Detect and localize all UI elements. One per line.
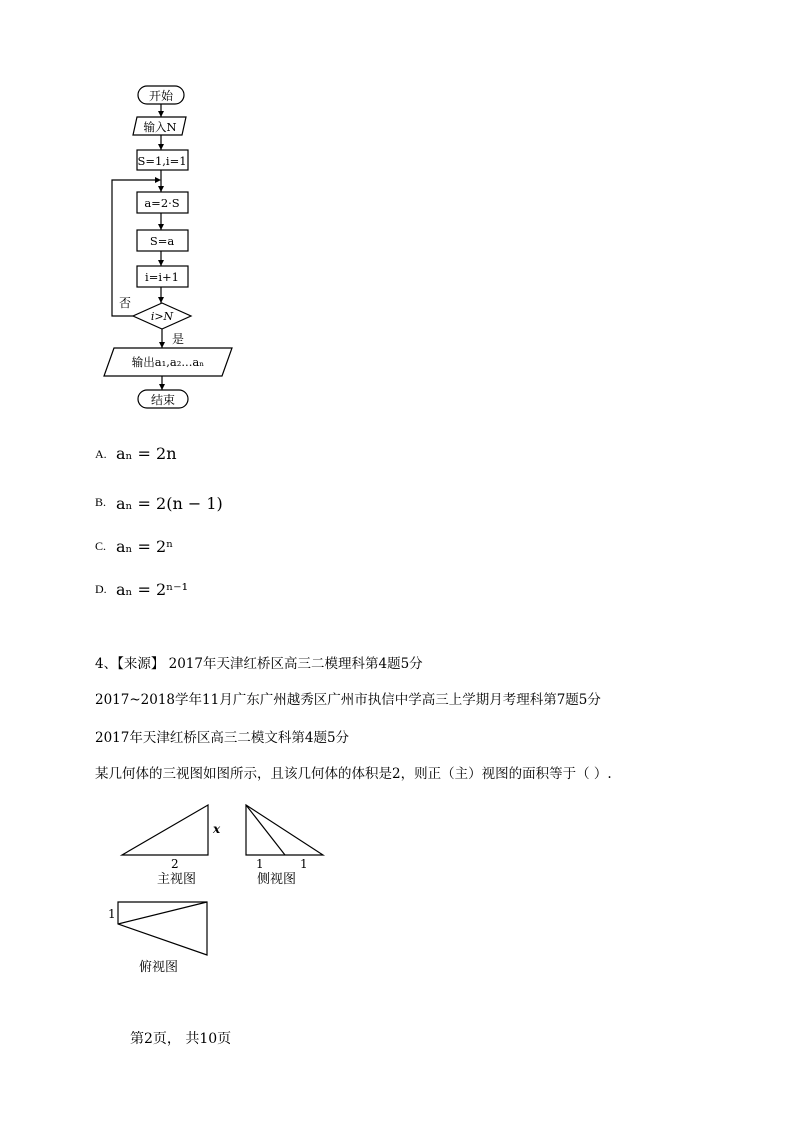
condition-label: i>N bbox=[150, 310, 174, 323]
page-footer: 第2页， 共10页 bbox=[130, 1031, 232, 1047]
option-a-formula: aₙ = 2n bbox=[116, 444, 177, 463]
option-b-formula: aₙ = 2(n − 1) bbox=[116, 494, 223, 513]
front-view-label: 主视图 bbox=[157, 872, 197, 887]
question4-header: 4、【来源】 2017年天津红桥区高三二模理科第4题5分 bbox=[95, 656, 423, 672]
question4-source2: 2017~2018学年11月广东广州越秀区广州市执信中学高三上学期月考理科第7题5分 bbox=[95, 692, 601, 708]
top-view-diagonal bbox=[118, 902, 207, 924]
end-label: 结束 bbox=[150, 393, 176, 407]
option-d-letter: D. bbox=[95, 582, 107, 596]
side-left-label: 1 bbox=[256, 857, 264, 871]
top-view-shape bbox=[118, 902, 207, 955]
side-view-triangle bbox=[246, 805, 323, 855]
yes-label: 是 bbox=[171, 332, 185, 346]
three-views-figure bbox=[0, 790, 400, 980]
option-d-formula: aₙ = 2ⁿ⁻¹ bbox=[116, 580, 188, 599]
step3-label: i=i+1 bbox=[145, 270, 179, 284]
no-label: 否 bbox=[118, 296, 132, 310]
output-label: 输出a₁,a₂...aₙ bbox=[131, 355, 205, 369]
question4-source3: 2017年天津红桥区高三二模文科第4题5分 bbox=[95, 730, 350, 746]
side-view-inner-line bbox=[246, 805, 285, 855]
step2-label: S=a bbox=[149, 234, 175, 248]
side-view-label: 侧视图 bbox=[257, 872, 297, 887]
option-c-formula: aₙ = 2ⁿ bbox=[116, 537, 174, 556]
input-label: 输入N bbox=[143, 120, 177, 134]
step1-label: a=2·S bbox=[144, 196, 180, 210]
front-base-label: 2 bbox=[171, 857, 179, 871]
option-c-letter: C. bbox=[95, 539, 107, 553]
question4-stem: 某几何体的三视图如图所示，且该几何体的体积是2，则正（主）视图的面积等于（ ）. bbox=[95, 766, 612, 782]
top-side-label: 1 bbox=[108, 907, 116, 921]
side-right-label: 1 bbox=[300, 857, 308, 871]
init-label: S=1,i=1 bbox=[137, 154, 187, 168]
top-view-label: 俯视图 bbox=[139, 960, 179, 975]
option-a-letter: A. bbox=[95, 447, 107, 461]
front-view-triangle bbox=[122, 805, 208, 855]
front-x-label: x bbox=[213, 822, 221, 836]
flowchart bbox=[0, 0, 300, 420]
start-label: 开始 bbox=[148, 89, 174, 103]
option-b-letter: B. bbox=[95, 495, 107, 509]
